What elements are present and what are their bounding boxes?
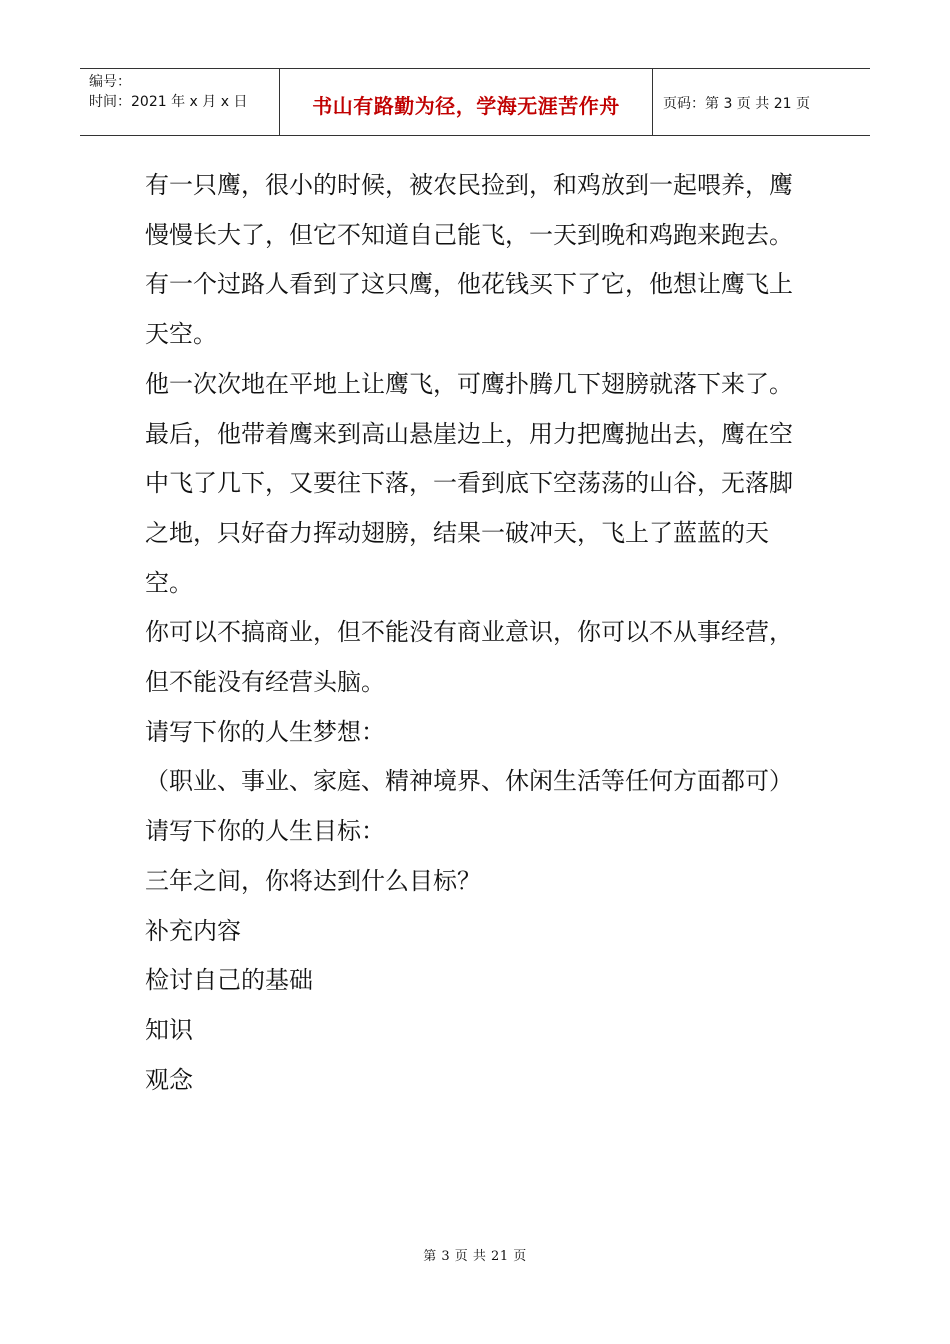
header-meta-cell xyxy=(80,69,280,135)
paragraph: 他一次次地在平地上让鹰飞，可鹰扑腾几下翅膀就落下来了。最后，他带着鹰来到高山悬崖边上，用力把鹰抛出去，鹰在空中飞了几下，又要往下落，一看到底下空荡荡的山谷，无落脚之地，只好奋力挥动翅膀，结果一破冲天，飞上了蓝蓝的天空。 xyxy=(145,369,793,597)
paragraph: 请写下你的人生目标： xyxy=(145,817,385,846)
paragraph: （职业、事业、家庭、精神境界、休闲生活等任何方面都可） xyxy=(145,767,793,796)
paragraph: 有一个过路人看到了这只鹰，他花钱买下了它，他想让鹰飞上天空。 xyxy=(145,270,793,349)
paragraph: 知识 xyxy=(145,1015,193,1044)
paragraph: 补充内容 xyxy=(145,916,241,945)
header-motto: 书山有路勤为径，学海无涯苦作舟 xyxy=(280,69,653,135)
document-header xyxy=(80,68,870,136)
page-footer: 第 3 页 共 21 页 xyxy=(423,1249,527,1264)
document-number-label: 编号： xyxy=(89,74,131,90)
document-body xyxy=(145,161,805,1105)
paragraph: 有一只鹰，很小的时候，被农民捡到，和鸡放到一起喂养，鹰慢慢长大了，但它不知道自己能飞，一天到晚和鸡跑来跑去。 xyxy=(145,171,793,249)
header-page-info: 页码：第 3 页 共 21 页 xyxy=(663,96,810,112)
document-date-label: 时间：2021 年 x 月 x 日 xyxy=(89,94,248,110)
paragraph: 三年之间，你将达到什么目标？ xyxy=(145,866,481,895)
paragraph: 请写下你的人生梦想： xyxy=(145,717,385,746)
paragraph: 观念 xyxy=(145,1065,193,1094)
paragraph: 你可以不搞商业，但不能没有商业意识，你可以不从事经营，但不能没有经营头脑。 xyxy=(145,618,793,697)
paragraph: 检讨自己的基础 xyxy=(145,966,313,995)
